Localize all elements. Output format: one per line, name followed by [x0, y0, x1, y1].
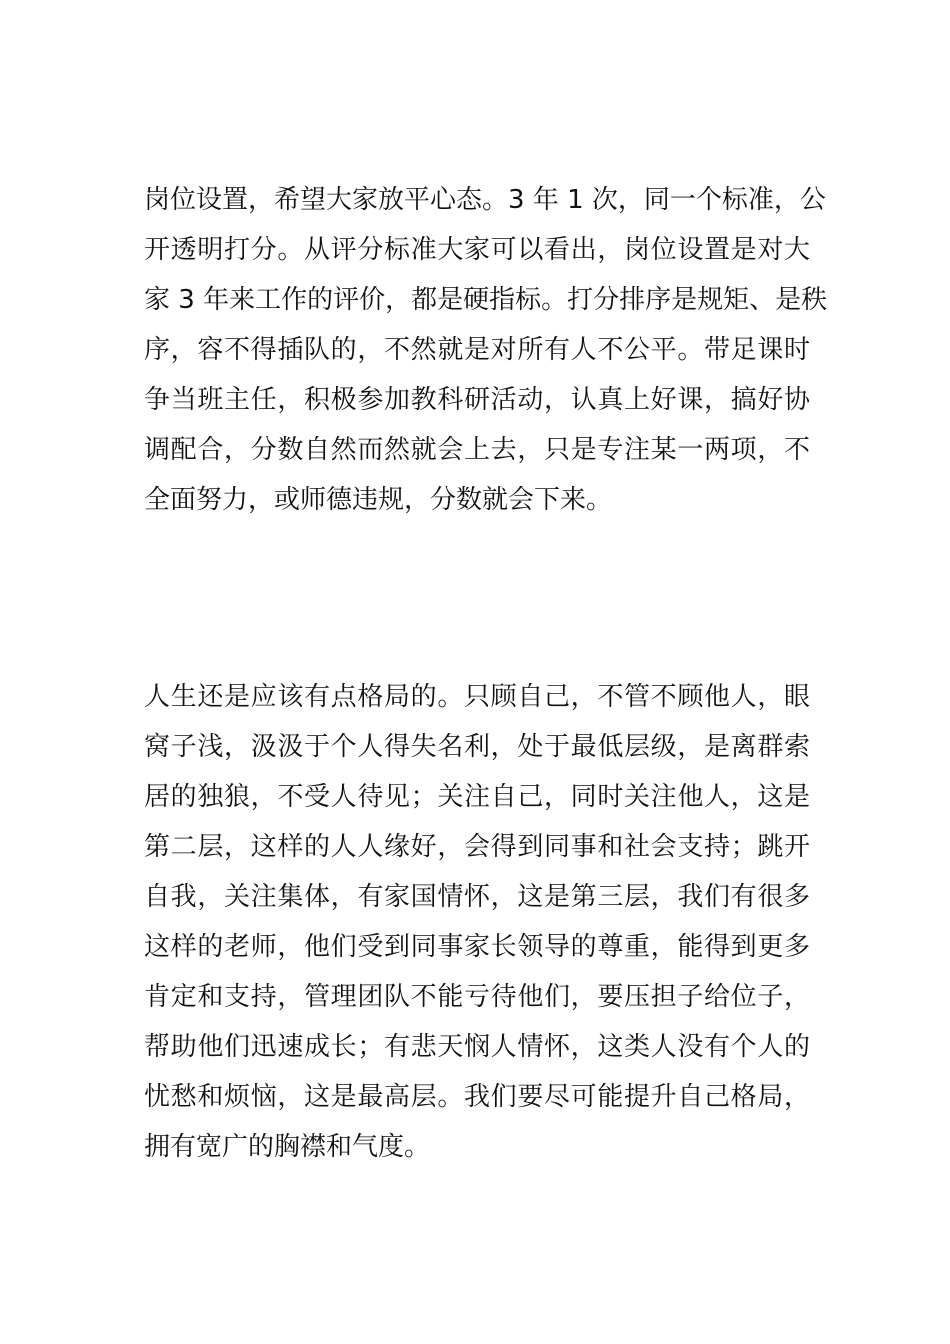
text-line: 忧愁和烦恼，这是最高层。我们要尽可能提升自己格局， [144, 1082, 810, 1112]
text-line: 自我，关注集体，有家国情怀，这是第三层，我们有很多 [144, 882, 810, 912]
text-line: 肯定和支持，管理团队不能亏待他们，要压担子给位子， [144, 982, 810, 1012]
text-line: 全面努力，或师德违规，分数就会下来。 [144, 485, 613, 515]
text-line: 这样的老师，他们受到同事家长领导的尊重，能得到更多 [144, 932, 810, 962]
text-line: 家 3 年来工作的评价，都是硬指标。打分排序是规矩、是秩 [144, 285, 828, 315]
paragraph-life-perspective [144, 672, 810, 1172]
text-line: 居的独狼，不受人待见；关注自己，同时关注他人，这是 [144, 782, 810, 812]
text-line: 序，容不得插队的，不然就是对所有人不公平。带足课时 [144, 335, 810, 365]
paragraph-job-evaluation [144, 175, 828, 525]
text-line: 窝子浅，汲汲于个人得失名利，处于最低层级，是离群索 [144, 732, 810, 762]
text-line: 第二层，这样的人人缘好，会得到同事和社会支持；跳开 [144, 832, 810, 862]
text-line: 争当班主任，积极参加教科研活动，认真上好课，搞好协 [144, 385, 810, 415]
text-line: 开透明打分。从评分标准大家可以看出，岗位设置是对大 [144, 235, 810, 265]
text-line: 岗位设置，希望大家放平心态。3 年 1 次，同一个标准，公 [144, 185, 826, 215]
text-line: 拥有宽广的胸襟和气度。 [144, 1132, 431, 1162]
text-line: 人生还是应该有点格局的。只顾自己，不管不顾他人，眼 [144, 682, 810, 712]
text-line: 帮助他们迅速成长；有悲天悯人情怀，这类人没有个人的 [144, 1032, 810, 1062]
text-line: 调配合，分数自然而然就会上去，只是专注某一两项，不 [144, 435, 810, 465]
